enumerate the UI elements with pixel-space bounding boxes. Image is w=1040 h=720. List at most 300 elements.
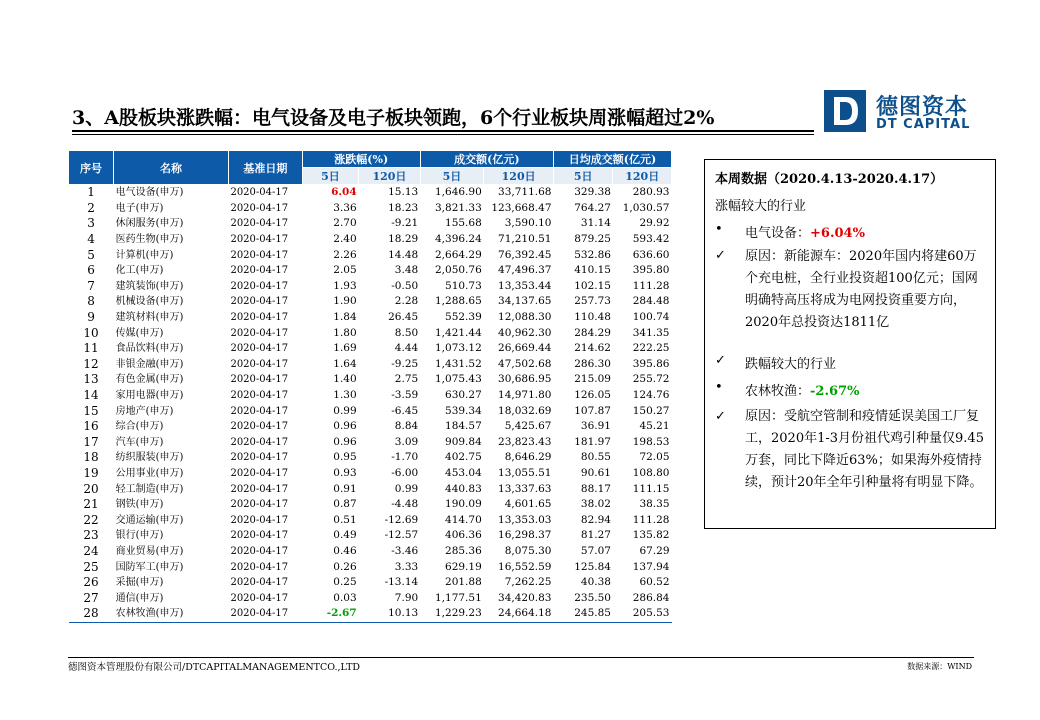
row-volume-5d: 1,646.90 xyxy=(435,186,482,199)
row-volume-5d: 3,821.33 xyxy=(435,201,482,214)
row-daily-volume-5d: 286.30 xyxy=(574,357,611,370)
row-daily-volume-120d: 284.48 xyxy=(632,295,670,308)
row-name: 建筑装饰(申万) xyxy=(115,280,184,292)
loss-title: 跌幅较大的行业 xyxy=(745,357,837,372)
row-daily-volume-120d: 45.21 xyxy=(639,420,670,433)
header-change: 涨跌幅(%) xyxy=(302,151,420,168)
row-change-5d: 0.51 xyxy=(333,513,357,526)
row-daily-volume-5d: 88.17 xyxy=(580,482,611,495)
row-name: 国防军工(申万) xyxy=(115,561,184,573)
row-daily-volume-120d: 1,030.57 xyxy=(622,201,670,214)
row-daily-volume-5d: 257.73 xyxy=(574,295,611,308)
row-daily-volume-5d: 181.97 xyxy=(574,435,611,448)
row-daily-volume-120d: 67.29 xyxy=(639,544,670,557)
row-name: 纺织服装(申万) xyxy=(115,452,184,464)
row-change-120d: -6.00 xyxy=(391,466,419,479)
row-daily-volume-5d: 235.50 xyxy=(574,591,611,604)
table-row xyxy=(69,201,672,217)
row-daily-volume-5d: 107.87 xyxy=(574,404,611,417)
row-daily-volume-5d: 36.91 xyxy=(580,420,611,433)
row-daily-volume-120d: 38.35 xyxy=(639,498,670,511)
table-row xyxy=(69,341,672,357)
table-row xyxy=(69,419,672,435)
row-volume-5d: 1,075.43 xyxy=(435,373,482,386)
table-row xyxy=(69,279,672,295)
row-name: 农林牧渔(申万) xyxy=(114,606,229,622)
row-volume-5d: 1,073.12 xyxy=(435,342,482,355)
row-change-120d: 2.75 xyxy=(394,373,419,386)
row-index: 22 xyxy=(83,512,99,527)
row-change-5d: 0.26 xyxy=(333,560,357,573)
row-name: 休闲服务(申万) xyxy=(115,218,184,230)
loss-item xyxy=(745,380,859,399)
row-change-5d: 2.40 xyxy=(333,233,357,246)
footer-source: 数据来源：WIND xyxy=(907,662,972,671)
row-change-5d: 0.96 xyxy=(333,420,357,433)
bullet-dot-icon: • xyxy=(715,222,723,237)
row-change-5d: 2.26 xyxy=(333,248,357,261)
row-volume-5d: 285.36 xyxy=(445,544,482,557)
row-date: 2020-04-17 xyxy=(230,530,289,542)
row-volume-5d: 539.34 xyxy=(445,404,482,417)
row-index: 27 xyxy=(83,590,99,605)
row-date: 2020-04-17 xyxy=(230,561,289,573)
row-daily-volume-120d: 222.25 xyxy=(632,342,670,355)
row-name: 机械设备(申万) xyxy=(115,296,184,308)
row-daily-volume-5d: 82.94 xyxy=(580,513,611,526)
row-volume-120d: 7,262.25 xyxy=(504,576,552,589)
row-volume-120d: 8,075.30 xyxy=(504,544,552,557)
row-change-5d: 0.99 xyxy=(333,404,357,417)
row-index: 28 xyxy=(69,606,114,622)
row-index: 1 xyxy=(87,185,95,200)
table-row xyxy=(69,590,672,606)
row-index: 23 xyxy=(83,528,99,543)
row-index: 11 xyxy=(83,341,99,356)
row-change-5d: 1.64 xyxy=(333,357,357,370)
row-daily-volume-120d: 205.53 xyxy=(613,606,672,622)
table-row xyxy=(69,232,672,248)
row-daily-volume-120d: 124.76 xyxy=(632,389,670,402)
row-name: 非银金融(申万) xyxy=(115,358,184,370)
row-daily-volume-5d: 245.85 xyxy=(554,606,613,622)
row-name: 交通运输(申万) xyxy=(115,514,184,526)
row-volume-5d: 1,288.65 xyxy=(435,295,482,308)
row-daily-volume-120d: 29.92 xyxy=(639,217,670,230)
row-volume-5d: 909.84 xyxy=(445,435,482,448)
row-name: 家用电器(申万) xyxy=(115,390,184,402)
row-daily-volume-120d: 593.42 xyxy=(632,233,670,246)
row-date: 2020-04-17 xyxy=(230,202,289,214)
row-change-120d: 18.29 xyxy=(388,233,419,246)
row-change-120d: -3.46 xyxy=(391,544,419,557)
row-volume-120d: 13,353.44 xyxy=(498,279,552,292)
table-row xyxy=(69,247,672,263)
row-volume-120d: 8,646.29 xyxy=(504,451,552,464)
row-volume-5d: 406.36 xyxy=(445,529,482,542)
row-name: 采掘(申万) xyxy=(115,577,164,589)
row-volume-120d: 16,298.37 xyxy=(498,529,552,542)
row-name: 综合(申万) xyxy=(115,421,164,433)
row-daily-volume-120d: 111.15 xyxy=(632,482,670,495)
row-date: 2020-04-17 xyxy=(230,390,289,402)
row-daily-volume-5d: 80.55 xyxy=(580,451,611,464)
row-daily-volume-120d: 72.05 xyxy=(639,451,670,464)
row-daily-volume-5d: 410.15 xyxy=(574,264,611,277)
row-change-120d: -9.25 xyxy=(391,357,419,370)
row-change-120d: 3.09 xyxy=(394,435,419,448)
table-row xyxy=(69,481,672,497)
table-row xyxy=(69,497,672,513)
row-name: 商业贸易(申万) xyxy=(115,545,184,557)
row-date: 2020-04-17 xyxy=(230,499,289,511)
row-volume-120d: 12,088.30 xyxy=(498,311,552,324)
footer-divider xyxy=(68,657,974,658)
row-change-5d: 0.87 xyxy=(333,498,357,511)
dt-logo-icon xyxy=(824,90,866,132)
row-daily-volume-120d: 135.82 xyxy=(632,529,670,542)
row-daily-volume-120d: 255.72 xyxy=(632,373,670,386)
panel-heading: 本周数据（2020.4.13-2020.4.17） xyxy=(715,172,944,187)
row-name: 通信(申万) xyxy=(115,592,164,604)
row-name: 计算机(申万) xyxy=(115,249,174,261)
row-volume-5d: 190.09 xyxy=(445,498,482,511)
row-daily-volume-120d: 111.28 xyxy=(632,279,670,292)
row-change-120d: -12.69 xyxy=(384,513,419,526)
row-date: 2020-04-17 xyxy=(230,374,289,386)
table-row xyxy=(69,388,672,404)
row-volume-120d: 5,425.67 xyxy=(504,420,552,433)
row-change-5d: 2.05 xyxy=(333,264,357,277)
row-daily-volume-5d: 57.07 xyxy=(580,544,611,557)
row-daily-volume-120d: 280.93 xyxy=(632,186,670,199)
row-volume-120d: 34,420.83 xyxy=(498,591,552,604)
row-daily-volume-120d: 198.53 xyxy=(632,435,670,448)
row-name: 建筑材料(申万) xyxy=(115,312,184,324)
row-change-5d: 0.91 xyxy=(333,482,357,495)
row-change-120d: 26.45 xyxy=(388,311,419,324)
table-row xyxy=(69,559,672,575)
row-volume-120d: 14,971.80 xyxy=(498,389,552,402)
row-volume-5d: 2,050.76 xyxy=(435,264,482,277)
row-index: 10 xyxy=(83,325,99,340)
row-index: 7 xyxy=(87,278,95,293)
row-change-5d: 0.49 xyxy=(333,529,357,542)
row-change-120d: 4.44 xyxy=(394,342,419,355)
table-row xyxy=(69,466,672,482)
row-change-5d: 1.40 xyxy=(333,373,357,386)
row-daily-volume-5d: 764.27 xyxy=(574,201,611,214)
header-index: 序号 xyxy=(69,151,114,185)
row-change-120d: 3.33 xyxy=(394,560,419,573)
row-volume-120d: 30,686.95 xyxy=(498,373,552,386)
row-daily-volume-5d: 40.38 xyxy=(580,576,611,589)
table-row xyxy=(69,325,672,341)
row-index: 25 xyxy=(83,559,99,574)
row-change-5d: 1.84 xyxy=(333,311,357,324)
row-daily-volume-5d: 214.62 xyxy=(574,342,611,355)
row-volume-120d: 23,823.43 xyxy=(498,435,552,448)
row-change-120d: 8.50 xyxy=(394,326,419,339)
row-date: 2020-04-17 xyxy=(230,280,289,292)
row-change-120d: -4.48 xyxy=(391,498,419,511)
row-index: 4 xyxy=(87,232,95,247)
row-daily-volume-5d: 90.61 xyxy=(580,466,611,479)
row-index: 26 xyxy=(83,575,99,590)
row-date: 2020-04-17 xyxy=(230,592,289,604)
row-volume-5d: 453.04 xyxy=(445,466,482,479)
row-daily-volume-5d: 102.15 xyxy=(574,279,611,292)
page-title: 3、A股板块涨跌幅：电气设备及电子板块领跑，6个行业板块周涨幅超过2% xyxy=(72,107,715,129)
row-change-5d: 1.90 xyxy=(333,295,357,308)
company-logo xyxy=(824,90,974,132)
loss-item-value: -2.67% xyxy=(810,384,860,399)
table-row xyxy=(69,185,672,201)
header-change-5d: 5日 xyxy=(302,168,358,185)
header-change-120d: 120日 xyxy=(359,168,421,185)
logo-chinese-name: 德图资本 xyxy=(876,95,969,120)
row-change-120d: 0.99 xyxy=(394,482,419,495)
row-index: 13 xyxy=(83,372,99,387)
row-change-120d: -6.45 xyxy=(391,404,419,417)
table-row xyxy=(69,403,672,419)
gain-item-label: 电气设备： xyxy=(745,226,811,241)
loss-item-label: 农林牧渔： xyxy=(745,384,811,399)
row-volume-120d: 16,552.59 xyxy=(498,560,552,573)
row-date: 2020-04-17 xyxy=(230,452,289,464)
row-daily-volume-5d: 284.29 xyxy=(574,326,611,339)
row-index: 17 xyxy=(83,434,99,449)
row-volume-120d: 18,032.69 xyxy=(498,404,552,417)
row-daily-volume-120d: 137.94 xyxy=(632,560,670,573)
row-volume-120d: 13,353.03 xyxy=(498,513,552,526)
bullet-dot-icon: • xyxy=(715,380,723,395)
row-volume-5d: 510.73 xyxy=(445,279,482,292)
row-date: 2020-04-17 xyxy=(230,577,289,589)
table-row xyxy=(69,575,672,591)
row-date: 2020-04-17 xyxy=(230,265,289,277)
row-change-5d: -2.67 xyxy=(302,606,358,622)
row-change-5d: 0.25 xyxy=(333,576,357,589)
table-row xyxy=(69,357,672,373)
row-change-120d: 18.23 xyxy=(388,201,419,214)
row-name: 化工(申万) xyxy=(115,265,164,277)
row-date: 2020-04-17 xyxy=(230,327,289,339)
row-change-5d: 1.69 xyxy=(333,342,357,355)
row-name: 电气设备(申万) xyxy=(115,187,184,199)
row-date: 2020-04-17 xyxy=(228,606,302,622)
row-change-5d: 0.46 xyxy=(333,544,357,557)
row-change-120d: -3.59 xyxy=(391,389,419,402)
table-row xyxy=(69,263,672,279)
title-divider-thin xyxy=(72,134,814,135)
header-volume: 成交额(亿元) xyxy=(420,151,553,168)
row-date: 2020-04-17 xyxy=(230,436,289,448)
row-name: 传媒(申万) xyxy=(115,327,164,339)
gain-item-value: +6.04% xyxy=(810,226,865,241)
row-index: 8 xyxy=(87,294,95,309)
row-name: 钢铁(申万) xyxy=(115,499,164,511)
row-daily-volume-120d: 341.35 xyxy=(632,326,670,339)
row-date: 2020-04-17 xyxy=(230,405,289,417)
row-volume-120d: 71,210.51 xyxy=(498,233,552,246)
row-index: 18 xyxy=(83,450,99,465)
row-name: 医药生物(申万) xyxy=(115,234,184,246)
row-index: 21 xyxy=(83,497,99,512)
row-daily-volume-5d: 532.86 xyxy=(574,248,611,261)
row-daily-volume-5d: 31.14 xyxy=(580,217,611,230)
row-date: 2020-04-17 xyxy=(230,545,289,557)
row-change-120d: 2.28 xyxy=(394,295,419,308)
row-volume-5d: 1,177.51 xyxy=(435,591,482,604)
row-change-120d: 3.48 xyxy=(394,264,419,277)
row-volume-5d: 630.27 xyxy=(445,389,482,402)
table-row xyxy=(69,372,672,388)
row-change-120d: -0.50 xyxy=(391,279,419,292)
footer-company: 德图资本管理股份有限公司/DTCAPITALMANAGEMENTCO.,LTD xyxy=(68,662,361,673)
row-daily-volume-5d: 125.84 xyxy=(574,560,611,573)
row-change-5d: 3.36 xyxy=(333,201,357,214)
row-name: 公用事业(申万) xyxy=(115,467,184,479)
row-daily-volume-120d: 395.86 xyxy=(632,357,670,370)
row-volume-120d: 13,337.63 xyxy=(498,482,552,495)
row-index: 5 xyxy=(87,247,95,262)
header-daily-volume: 日均成交额(亿元) xyxy=(554,151,672,168)
row-volume-5d: 1,431.52 xyxy=(435,357,482,370)
row-change-120d: -13.14 xyxy=(384,576,419,589)
row-date: 2020-04-17 xyxy=(230,234,289,246)
row-change-5d: 0.95 xyxy=(333,451,357,464)
row-date: 2020-04-17 xyxy=(230,483,289,495)
row-daily-volume-120d: 108.80 xyxy=(632,466,670,479)
row-volume-120d: 40,962.30 xyxy=(498,326,552,339)
checkmark-icon: ✓ xyxy=(715,409,726,424)
table-row xyxy=(69,294,672,310)
row-change-5d: 6.04 xyxy=(331,186,357,199)
row-change-120d: -12.57 xyxy=(384,529,419,542)
row-index: 3 xyxy=(87,216,95,231)
row-volume-120d: 3,590.10 xyxy=(504,217,552,230)
row-daily-volume-120d: 150.27 xyxy=(632,404,670,417)
row-daily-volume-120d: 111.28 xyxy=(632,513,670,526)
gain-reason: 原因：新能源车：2020年国内将建60万个充电桩，全行业投资超100亿元；国网明确特高压将成为电网投资重要方向，2020年总投资达1811亿 xyxy=(745,249,978,330)
row-index: 9 xyxy=(87,310,95,325)
row-change-120d: 8.84 xyxy=(394,420,419,433)
row-daily-volume-5d: 38.02 xyxy=(580,498,611,511)
row-change-5d: 2.70 xyxy=(333,217,357,230)
row-change-5d: 0.93 xyxy=(333,466,357,479)
row-name: 食品饮料(申万) xyxy=(115,343,184,355)
row-index: 15 xyxy=(83,403,99,418)
weekly-summary-panel xyxy=(704,159,996,529)
row-name: 轻工制造(申万) xyxy=(115,483,184,495)
row-change-5d: 0.03 xyxy=(333,591,357,604)
row-volume-5d: 552.39 xyxy=(445,311,482,324)
row-volume-120d: 13,055.51 xyxy=(498,466,552,479)
table-row xyxy=(69,216,672,232)
row-date: 2020-04-17 xyxy=(230,187,289,199)
row-daily-volume-5d: 215.09 xyxy=(574,373,611,386)
row-volume-5d: 4,396.24 xyxy=(435,233,482,246)
table-row xyxy=(69,528,672,544)
row-date: 2020-04-17 xyxy=(230,218,289,230)
row-name: 房地产(申万) xyxy=(115,405,174,417)
row-volume-120d: 123,668.47 xyxy=(491,201,552,214)
row-index: 19 xyxy=(83,465,99,480)
row-index: 14 xyxy=(83,388,99,403)
row-daily-volume-120d: 60.52 xyxy=(639,576,670,589)
row-volume-120d: 33,711.68 xyxy=(498,186,552,199)
row-volume-5d: 402.75 xyxy=(445,451,482,464)
row-change-5d: 1.80 xyxy=(333,326,357,339)
row-daily-volume-120d: 636.60 xyxy=(632,248,670,261)
row-daily-volume-5d: 126.05 xyxy=(574,389,611,402)
row-name: 银行(申万) xyxy=(115,530,164,542)
row-change-120d: 10.13 xyxy=(359,606,421,622)
row-volume-120d: 24,664.18 xyxy=(484,606,554,622)
row-volume-5d: 2,664.29 xyxy=(435,248,482,261)
row-volume-5d: 1,229.23 xyxy=(420,606,484,622)
row-change-5d: 1.30 xyxy=(333,389,357,402)
table-row xyxy=(69,606,672,622)
row-volume-5d: 414.70 xyxy=(445,513,482,526)
row-change-120d: -9.21 xyxy=(391,217,419,230)
row-date: 2020-04-17 xyxy=(230,421,289,433)
row-daily-volume-5d: 329.38 xyxy=(574,186,611,199)
title-divider xyxy=(72,130,814,132)
row-daily-volume-5d: 81.27 xyxy=(580,529,611,542)
checkmark-icon: ✓ xyxy=(715,353,726,368)
row-name: 汽车(申万) xyxy=(115,436,164,448)
sector-performance-table xyxy=(68,150,672,623)
row-daily-volume-120d: 395.80 xyxy=(632,264,670,277)
row-name: 有色金属(申万) xyxy=(115,374,184,386)
row-daily-volume-120d: 286.84 xyxy=(632,591,670,604)
gain-title: 涨幅较大的行业 xyxy=(715,199,807,214)
table-row xyxy=(69,310,672,326)
row-date: 2020-04-17 xyxy=(230,312,289,324)
row-volume-5d: 184.57 xyxy=(445,420,482,433)
row-date: 2020-04-17 xyxy=(230,467,289,479)
row-change-120d: 7.90 xyxy=(394,591,419,604)
row-change-120d: 14.48 xyxy=(388,248,419,261)
table-row xyxy=(69,450,672,466)
row-volume-5d: 629.19 xyxy=(445,560,482,573)
header-daily-volume-120d: 120日 xyxy=(613,168,672,185)
row-volume-5d: 440.83 xyxy=(445,482,482,495)
checkmark-icon: ✓ xyxy=(715,248,726,263)
row-volume-120d: 34,137.65 xyxy=(498,295,552,308)
table-row xyxy=(69,435,672,451)
row-date: 2020-04-17 xyxy=(230,343,289,355)
table-row xyxy=(69,512,672,528)
row-volume-5d: 201.88 xyxy=(445,576,482,589)
row-change-5d: 0.96 xyxy=(333,435,357,448)
header-date: 基准日期 xyxy=(228,151,302,185)
loss-reason: 原因：受航空管制和疫情延误美国工厂复工，2020年1-3月份祖代鸡引种量仅9.45万套，同比下降近63%；如果海外疫情持续，预计20年全年引种量将有明显下降。 xyxy=(745,409,984,490)
row-volume-120d: 26,669.44 xyxy=(498,342,552,355)
row-date: 2020-04-17 xyxy=(230,249,289,261)
row-date: 2020-04-17 xyxy=(230,296,289,308)
row-change-120d: 15.13 xyxy=(388,186,419,199)
row-index: 2 xyxy=(87,200,95,215)
row-date: 2020-04-17 xyxy=(230,514,289,526)
row-volume-5d: 155.68 xyxy=(445,217,482,230)
row-index: 6 xyxy=(87,263,95,278)
row-daily-volume-5d: 879.25 xyxy=(574,233,611,246)
logo-english-name: DT CAPITAL xyxy=(876,117,971,132)
row-volume-5d: 1,421.44 xyxy=(435,326,482,339)
